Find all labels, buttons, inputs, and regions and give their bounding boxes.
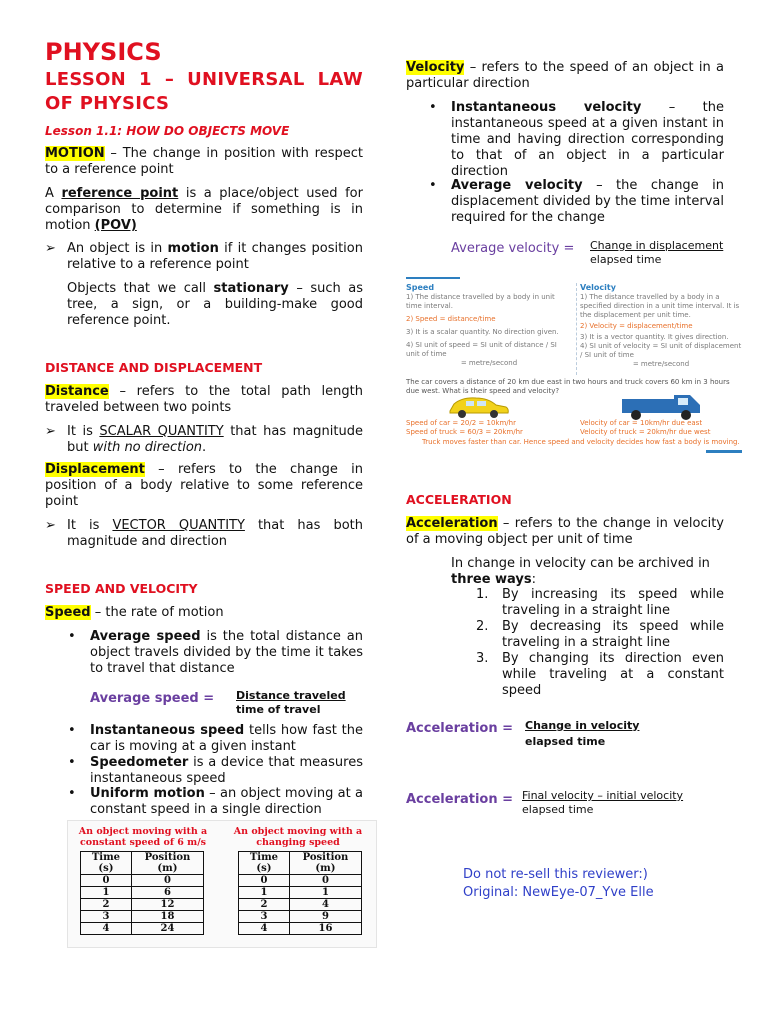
uniform-motion-bullet bbox=[68, 786, 363, 818]
speedometer-def: is a device that measures instantaneous speed bbox=[90, 755, 363, 786]
way-item-3 bbox=[476, 651, 724, 699]
cell: 1 bbox=[239, 887, 290, 899]
velocity-panel-title: Velocity bbox=[580, 283, 616, 292]
three-ways-intro bbox=[451, 556, 724, 588]
speed-line: 3) It is a scalar quantity. No direction given. bbox=[406, 328, 559, 336]
arrow-bullet-icon: ➢ bbox=[45, 518, 56, 533]
motion-bullet bbox=[45, 241, 363, 273]
speed-term: Speed bbox=[45, 605, 91, 620]
inst-speed-bold: Instantaneous speed bbox=[90, 723, 245, 738]
st-post: – such as tree, a sign, or a building-make good reference point. bbox=[67, 281, 363, 328]
page-title: PHYSICS bbox=[45, 38, 162, 66]
ref-pre: A bbox=[45, 186, 62, 201]
cell: 0 bbox=[239, 875, 290, 887]
infographic-divider bbox=[576, 283, 579, 375]
footer-line-1: Do not re-sell this reviewer:) bbox=[463, 867, 648, 882]
infographic-accent-bar-bottom bbox=[706, 450, 742, 453]
ways-colon: : bbox=[531, 572, 537, 587]
way-number: 2. bbox=[476, 619, 489, 634]
lesson-subtitle: Lesson 1.1: HOW DO OBJECTS MOVE bbox=[45, 124, 290, 138]
cell: 1 bbox=[81, 887, 132, 899]
inst-speed-def: tells how fast the car is moving at a given instant bbox=[90, 723, 364, 754]
mb-pre: An object is in bbox=[67, 241, 168, 256]
dot-bullet-icon: • bbox=[68, 755, 76, 770]
speed-panel bbox=[406, 283, 572, 375]
table2-header-time: Time (s) bbox=[239, 852, 290, 875]
speedometer-bold: Speedometer bbox=[90, 755, 189, 770]
velocity-line: = metre/second bbox=[632, 360, 690, 368]
way-item-1 bbox=[476, 587, 724, 619]
accel-formula2-denominator: elapsed time bbox=[522, 803, 594, 816]
table1-header-time: Time (s) bbox=[81, 852, 132, 875]
vector-quantity-term: VECTOR QUANTITY bbox=[112, 518, 245, 533]
inst-speed-bullet bbox=[68, 723, 364, 755]
velocity-line: 4) SI unit of velocity = SI unit of displacement / SI unit of time bbox=[580, 342, 742, 359]
table2-header-position: Position (m) bbox=[289, 852, 361, 875]
inst-velocity-bullet bbox=[429, 100, 724, 180]
st-bold: stationary bbox=[213, 281, 289, 296]
accel-formula1-numerator: Change in velocity bbox=[525, 719, 640, 732]
dot-bullet-icon: • bbox=[68, 786, 76, 801]
arrow-bullet-icon: ➢ bbox=[45, 241, 56, 256]
sc-italic: with no direction bbox=[92, 440, 203, 455]
footer-line-2: Original: NewEye-07_Yve Elle bbox=[463, 885, 654, 900]
avg-speed-bullet bbox=[68, 629, 363, 677]
vc-pre: It is bbox=[67, 518, 113, 533]
acceleration-section-heading: ACCELERATION bbox=[406, 492, 512, 507]
blue-truck-icon bbox=[620, 391, 704, 421]
st-pre: Objects that we call bbox=[67, 281, 214, 296]
cell: 18 bbox=[131, 911, 203, 923]
speedometer-bullet bbox=[68, 755, 363, 787]
distance-def-text: – refers to the total path length traveled between two points bbox=[45, 384, 363, 415]
cell: 4 bbox=[81, 923, 132, 935]
vector-bullet bbox=[45, 518, 363, 550]
acceleration-formula-2 bbox=[406, 788, 724, 818]
cell: 3 bbox=[239, 911, 290, 923]
ways-intro-text: In change in velocity can be archived in bbox=[451, 556, 710, 571]
stationary-paragraph bbox=[67, 281, 363, 329]
table-row bbox=[239, 887, 362, 899]
displacement-term: Displacement bbox=[45, 462, 145, 477]
avg-velocity-formula bbox=[451, 238, 731, 268]
avg-vel-def: – the change in displacement divided by the time interval required for the change bbox=[451, 178, 725, 225]
velocity-line: 1) The distance travelled by a body in a specified direction in a unit time interval. It is the displacement per unit time. bbox=[580, 293, 740, 319]
table2 bbox=[238, 851, 362, 935]
table1 bbox=[80, 851, 204, 935]
inst-vel-def: – the instantaneous speed at a given instant in time and having direction corresponding to that of an object in a particular direction bbox=[451, 100, 724, 179]
dot-bullet-icon: • bbox=[68, 723, 76, 738]
scalar-bullet bbox=[45, 424, 363, 456]
table1-title: An object moving with a constant speed of 6 m/s bbox=[78, 826, 208, 848]
way-number: 1. bbox=[476, 587, 489, 602]
speed-velocity-infographic bbox=[406, 277, 742, 455]
acceleration-term: Acceleration bbox=[406, 516, 498, 531]
table-row bbox=[81, 887, 204, 899]
avg-vel-numerator: Change in displacement bbox=[590, 239, 724, 252]
sc-end: . bbox=[202, 440, 207, 455]
accel-def-text: – refers to the change in velocity of a moving object per unit of time bbox=[406, 516, 724, 547]
motion-term: MOTION bbox=[45, 146, 105, 161]
velocity-def-text: – refers to the speed of an object in a particular direction bbox=[406, 60, 724, 91]
accel-formula1-label: Acceleration = bbox=[406, 721, 514, 736]
way-text: By decreasing its speed while traveling in a straight line bbox=[502, 619, 724, 650]
motion-def-text: – The change in position with respect to a reference point bbox=[45, 146, 363, 177]
table-row bbox=[81, 875, 204, 887]
velocity-term: Velocity bbox=[406, 60, 465, 75]
motion-tables-figure bbox=[67, 820, 377, 948]
speed-line: = metre/second bbox=[460, 359, 518, 367]
sc-mid: that has magnitude but bbox=[67, 424, 363, 455]
table1-header-position: Position (m) bbox=[131, 852, 203, 875]
cell: 12 bbox=[131, 899, 203, 911]
accel-formula1-denominator: elapsed time bbox=[525, 735, 606, 748]
cell: 9 bbox=[289, 911, 361, 923]
accel-formula2-numerator: Final velocity – initial velocity bbox=[522, 789, 684, 802]
velocity-line: 2) Velocity = displacement/time bbox=[580, 322, 693, 330]
displacement-def-text: – refers to the change in position of a body relative to some reference point bbox=[45, 462, 363, 509]
way-text: By changing its direction even while traveling at a constant speed bbox=[502, 651, 724, 698]
speed-def-text: – the rate of motion bbox=[90, 605, 224, 620]
car-velocity-calc: Velocity of car = 10km/hr due east bbox=[580, 419, 703, 427]
yellow-car-icon bbox=[446, 395, 510, 419]
speed-panel-title: Speed bbox=[406, 283, 435, 292]
acceleration-formula-1 bbox=[406, 718, 706, 748]
scalar-quantity-term: SCALAR QUANTITY bbox=[99, 424, 224, 439]
table2-title: An object moving with a changing speed bbox=[233, 826, 363, 848]
velocity-definition bbox=[406, 60, 724, 92]
cell: 6 bbox=[131, 887, 203, 899]
cell: 0 bbox=[81, 875, 132, 887]
ref-def-text: is a place/object used for comparison to determine if something is in motion bbox=[45, 186, 363, 233]
avg-speed-numerator: Distance traveled bbox=[236, 689, 346, 702]
speed-line: 4) SI unit of speed = SI unit of distance / SI unit of time bbox=[406, 341, 557, 358]
mb-bold: motion bbox=[167, 241, 219, 256]
reference-point-term: reference point bbox=[61, 186, 179, 201]
avg-velocity-bullet bbox=[429, 178, 725, 226]
avg-speed-formula-label: Average speed = bbox=[90, 691, 215, 706]
infographic-accent-bar bbox=[406, 277, 460, 279]
velocity-line: 3) It is a vector quantity. It gives direction. bbox=[580, 333, 729, 341]
avg-speed-bold: Average speed bbox=[90, 629, 201, 644]
acceleration-definition bbox=[406, 516, 724, 548]
infographic-problem: The car covers a distance of 20 km due east in two hours and truck covers 60 km in 3 hours due west. What is their speed and velocity? bbox=[406, 378, 730, 395]
table-row bbox=[239, 923, 362, 935]
motion-definition bbox=[45, 146, 363, 178]
way-number: 3. bbox=[476, 651, 489, 666]
dot-bullet-icon: • bbox=[429, 100, 437, 115]
speed-line: 1) The distance travelled by a body in unit time interval. bbox=[406, 293, 555, 310]
avg-vel-bold: Average velocity bbox=[451, 178, 583, 193]
footer-note bbox=[463, 866, 654, 902]
table-row bbox=[239, 911, 362, 923]
table-row bbox=[81, 911, 204, 923]
cell: 3 bbox=[81, 911, 132, 923]
way-item-2 bbox=[476, 619, 724, 651]
speed-line: 2) Speed = distance/time bbox=[406, 315, 496, 323]
inst-vel-bold: Instantaneous velocity bbox=[451, 100, 642, 115]
sc-pre: It is bbox=[67, 424, 100, 439]
truck-velocity-calc: Velocity of truck = 20km/hr due west bbox=[580, 428, 711, 436]
arrow-bullet-icon: ➢ bbox=[45, 424, 56, 439]
lesson-title: LESSON 1 – UNIVERSAL LAW OF PHYSICS bbox=[45, 69, 363, 114]
avg-speed-denominator: time of travel bbox=[236, 703, 321, 716]
cell: 24 bbox=[131, 923, 203, 935]
avg-vel-denominator: elapsed time bbox=[590, 253, 662, 266]
speed-section-heading: SPEED AND VELOCITY bbox=[45, 581, 198, 596]
distance-term: Distance bbox=[45, 384, 109, 399]
velocity-panel bbox=[580, 283, 742, 375]
cell: 16 bbox=[289, 923, 361, 935]
cell: 2 bbox=[81, 899, 132, 911]
cell: 4 bbox=[289, 899, 361, 911]
table-row bbox=[239, 899, 362, 911]
pov-term: (POV) bbox=[94, 218, 137, 233]
accel-formula2-label: Acceleration = bbox=[406, 792, 514, 807]
infographic-conclusion: Truck moves faster than car. Hence speed and velocity decides how fast a body is moving. bbox=[422, 438, 740, 446]
uniform-bold: Uniform motion bbox=[90, 786, 205, 801]
cell: 2 bbox=[239, 899, 290, 911]
vc-post: that has both magnitude and direction bbox=[67, 518, 363, 549]
displacement-definition bbox=[45, 462, 363, 510]
table-row bbox=[81, 923, 204, 935]
distance-definition bbox=[45, 384, 363, 416]
table-row bbox=[81, 899, 204, 911]
uniform-def: – an object moving at a constant speed in a single direction bbox=[90, 786, 363, 817]
ways-bold: three ways bbox=[451, 572, 532, 587]
distance-section-heading: DISTANCE AND DISPLACEMENT bbox=[45, 360, 263, 375]
way-text: By increasing its speed while traveling in a straight line bbox=[502, 587, 724, 618]
truck-speed-calc: Speed of truck = 60/3 = 20km/hr bbox=[406, 428, 523, 436]
cell: 4 bbox=[239, 923, 290, 935]
mb-post: if it changes position relative to a reference point bbox=[67, 241, 363, 272]
avg-vel-formula-label: Average velocity = bbox=[451, 241, 575, 256]
cell: 0 bbox=[289, 875, 361, 887]
table-row bbox=[239, 875, 362, 887]
avg-speed-formula bbox=[90, 688, 363, 718]
cell: 0 bbox=[131, 875, 203, 887]
car-speed-calc: Speed of car = 20/2 = 10km/hr bbox=[406, 419, 516, 427]
avg-speed-def: is the total distance an object travels divided by the time it takes to travel that distance bbox=[90, 629, 363, 676]
reference-point-definition bbox=[45, 186, 363, 234]
dot-bullet-icon: • bbox=[429, 178, 437, 193]
speed-definition bbox=[45, 605, 363, 621]
cell: 1 bbox=[289, 887, 361, 899]
dot-bullet-icon: • bbox=[68, 629, 76, 644]
